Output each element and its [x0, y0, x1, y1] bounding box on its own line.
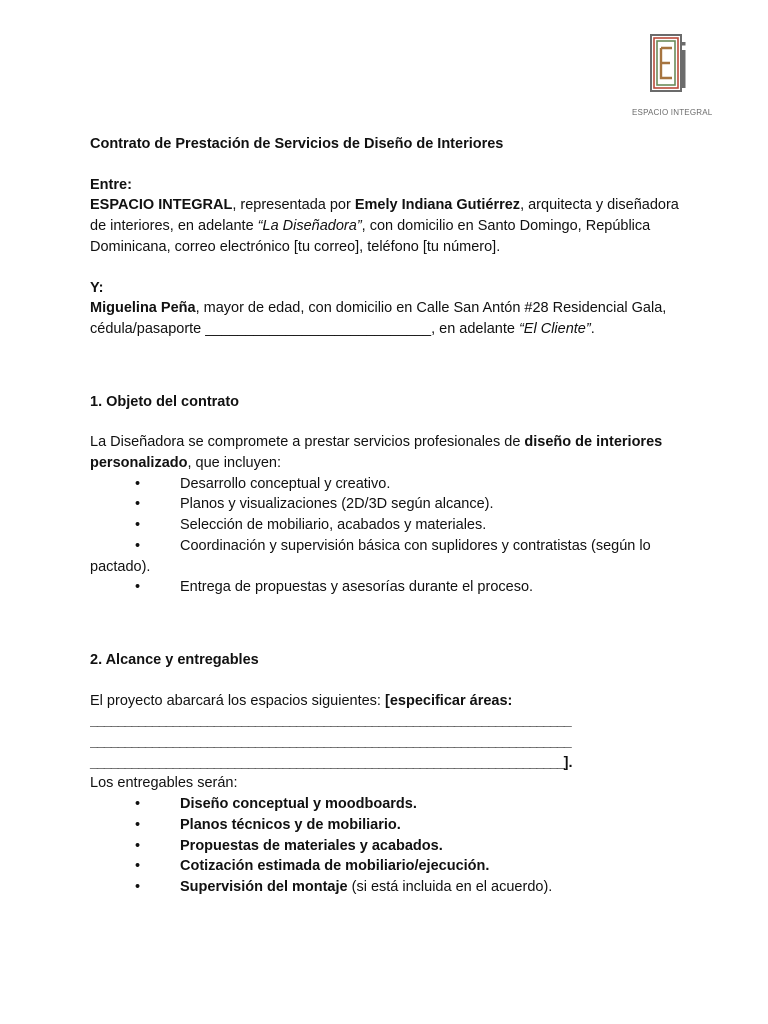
bullet-icon: • [135, 796, 141, 813]
section-1-intro: La Diseñadora se compromete a prestar servicios profesionales de diseño de interiores personalizado, que incluyen: [90, 434, 663, 472]
areas-blank-line-3: _____________________________________________________________________ [90, 754, 564, 771]
list-item: • Planos y visualizaciones (2D/3D según alcance). [90, 494, 690, 515]
deliverables-intro: Los entregables serán: [90, 775, 238, 792]
bullet-icon: • [135, 517, 141, 534]
list-item: • Planos técnicos y de mobiliario. [90, 815, 690, 836]
party-2-alias: “El Cliente” [518, 320, 591, 337]
bullet-icon: • [135, 537, 141, 554]
contract-title: Contrato de Prestación de Servicios de Diseño de Interiores [90, 136, 504, 152]
section-2-intro: El proyecto abarcará los espacios siguientes: [especificar áreas: [90, 692, 513, 709]
list-item: • Propuestas de materiales y acabados. [90, 836, 690, 857]
bullet-icon: • [135, 816, 141, 833]
list-item: • Supervisión del montaje (si está incluida en el acuerdo). [90, 877, 690, 898]
bullet-icon: • [135, 878, 141, 895]
party-1-paragraph: ESPACIO INTEGRAL, representada por Emely Indiana Gutiérrez, arquitecta y diseñadora de interiores, en adelante “La Diseñadora”, con domicilio en Santo Domingo, República Dominicana, correo electrónico [tu correo], teléfono [tu número]. [90, 197, 679, 255]
party-2-paragraph: Miguelina Peña, mayor de edad, con domicilio en Calle San Antón #28 Residencial Gala, cédula/pasaporte ____________________________, en adelante “El Cliente”. [90, 300, 667, 337]
list-item: • Selección de mobiliario, acabados y materiales. [90, 515, 690, 536]
entre-label: Entre: [90, 176, 132, 193]
contract-body [90, 134, 690, 898]
section-1-heading: 1. Objeto del contrato [90, 393, 240, 410]
party-1-representative: Emely Indiana Gutiérrez [354, 197, 521, 214]
section-2-heading: 2. Alcance y entregables [90, 651, 259, 668]
logo-mark-icon [650, 34, 696, 92]
list-item: • Entrega de propuestas y asesorías durante el proceso. [90, 577, 690, 598]
logo-text: ESPACIO INTEGRAL [632, 108, 713, 117]
party-2-name: Miguelina Peña [90, 300, 196, 317]
bullet-icon: • [135, 837, 141, 854]
y-label: Y: [90, 279, 104, 296]
party-1-name: ESPACIO INTEGRAL [90, 197, 233, 214]
bullet-icon: • [135, 496, 141, 513]
company-logo [632, 34, 718, 120]
bullet-icon: • [135, 475, 141, 492]
areas-blank-line-1: ______________________________________________________________________ [90, 713, 571, 730]
list-item: • Coordinación y supervisión básica con suplidores y contratistas (según lo pactado). [90, 537, 651, 575]
areas-blank-line-3-row: _____________________________________________________________________]. [90, 754, 573, 771]
list-item: • Diseño conceptual y moodboards. [90, 794, 690, 815]
section-1-list [90, 474, 690, 598]
list-item: • Cotización estimada de mobiliario/ejecución. [90, 856, 690, 877]
bullet-icon: • [135, 579, 141, 596]
bullet-icon: • [135, 858, 141, 875]
list-item: • Desarrollo conceptual y creativo. [90, 474, 690, 495]
areas-blank-line-2: ______________________________________________________________________ [90, 734, 571, 751]
deliverables-list [90, 794, 690, 898]
party-1-alias: “La Diseñadora” [257, 218, 362, 235]
